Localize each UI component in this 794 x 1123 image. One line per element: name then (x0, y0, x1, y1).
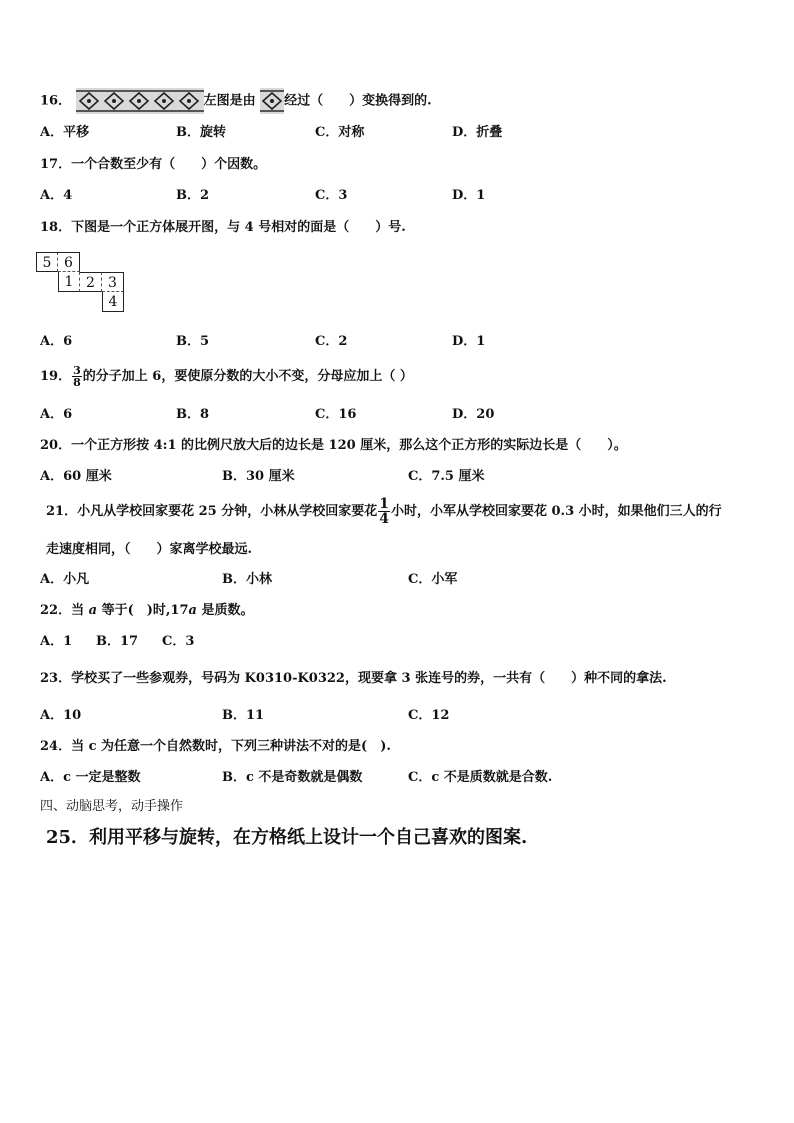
net-face-1: 1 (58, 272, 80, 292)
q20-option-b: B．30 厘米 (222, 469, 295, 484)
q19-fraction (72, 365, 82, 388)
q21-option-b: B．小林 (222, 572, 272, 587)
net-face-6: 6 (58, 252, 80, 272)
single-unit-image (260, 88, 284, 114)
net-face-5: 5 (36, 252, 58, 272)
q19-fraction-numerator: 3 (73, 364, 81, 377)
q21-option-a: A．小凡 (40, 572, 90, 587)
q25-stem: 25．利用平移与旋转，在方格纸上设计一个自己喜欢的图案. (46, 827, 528, 848)
q16-stem (40, 88, 432, 114)
q20-option-a: A．60 厘米 (40, 469, 112, 484)
q18-stem: 18．下图是一个正方体展开图，与 4 号相对的面是（ ）号. (40, 220, 406, 235)
q17-option-b: B．2 (176, 188, 210, 203)
q22-variable-a-2: a (188, 603, 197, 618)
q22-option-c: C．3 (162, 634, 195, 649)
q23-option-b: B．11 (222, 708, 265, 723)
q22-text-c: 是质数。 (196, 603, 254, 618)
q18-option-b: B．5 (176, 334, 210, 349)
q19-stem (40, 364, 413, 390)
q21-text-b: 小时，小军从学校回家要花 0.3 小时，如果他们三人的行 (390, 504, 722, 519)
net-face-4: 4 (102, 292, 124, 312)
q24-option-c: C．c 不是质数就是合数. (408, 770, 553, 785)
q17-option-a: A．4 (40, 188, 73, 203)
q24-option-a: A．c 一定是整数 (40, 770, 141, 785)
q21-text-a: 21．小凡从学校回家要花 25 分钟，小林从学校回家要花 (46, 504, 378, 519)
q24-option-b: B．c 不是奇数就是偶数 (222, 770, 363, 785)
q21-fraction-denominator: 4 (379, 511, 389, 527)
q22-variable-a: a (88, 603, 98, 618)
q18-option-c: C．2 (315, 334, 348, 349)
q16-option-b: B．旋转 (176, 125, 226, 140)
q18-option-d: D．1 (452, 334, 486, 349)
border-pattern-image (76, 88, 204, 114)
q16-option-c: C．对称 (315, 125, 365, 140)
q22-option-a: A．1 (40, 634, 73, 649)
q16-text-a: 左图是由 (203, 93, 256, 109)
q21-fraction (378, 497, 390, 526)
q20-stem: 20．一个正方形按 4:1 的比例尺放大后的边长是 120 厘米，那么这个正方形的实际边长是（ ）。 (40, 438, 627, 453)
q16-option-a: A．平移 (40, 125, 90, 140)
q16-number: 16． (40, 93, 72, 109)
q21-option-c: C．小军 (408, 572, 458, 587)
q19-number: 19． (40, 369, 72, 384)
q23-option-c: C．12 (408, 708, 450, 723)
q22-stem (40, 602, 253, 620)
q23-option-a: A．10 (40, 708, 82, 723)
q21-fraction-numerator: 1 (379, 496, 389, 512)
net-face-2: 2 (80, 272, 102, 292)
q21-stem-line2: 走速度相同，（ ）家离学校最远. (46, 542, 253, 557)
q22-text-a: 22．当 (40, 603, 89, 618)
q17-option-d: D．1 (452, 188, 486, 203)
q19-option-b: B．8 (176, 407, 210, 422)
section-heading: 四、动脑思考，动手操作 (40, 799, 184, 814)
q17-option-c: C．3 (315, 188, 348, 203)
q19-option-d: D．20 (452, 407, 495, 422)
q16-option-d: D．折叠 (452, 125, 503, 140)
q24-stem: 24．当 c 为任意一个自然数时，下列三种讲法不对的是( ). (40, 739, 391, 754)
q22-option-b: B．17 (96, 634, 139, 649)
q20-option-c: C．7.5 厘米 (408, 469, 485, 484)
q23-stem: 23．学校买了一些参观券，号码为 K0310-K0322，现要拿 3 张连号的券，一共有（ ）种不同的拿法. (40, 671, 667, 686)
q19-text: 的分子加上 6，要使原分数的大小不变，分母应加上（ ） (82, 369, 413, 384)
q19-fraction-denominator: 8 (73, 376, 81, 389)
q22-text-b: 等于( )时,17 (97, 603, 189, 618)
q16-text-b: 经过（ ）变换得到的. (284, 93, 432, 109)
q19-option-c: C．16 (315, 407, 357, 422)
q19-option-a: A．6 (40, 407, 73, 422)
q18-option-a: A．6 (40, 334, 73, 349)
q17-stem: 17．一个合数至少有（ ）个因数。 (40, 157, 267, 172)
net-face-3: 3 (102, 272, 124, 292)
q21-stem-line1 (46, 494, 722, 530)
